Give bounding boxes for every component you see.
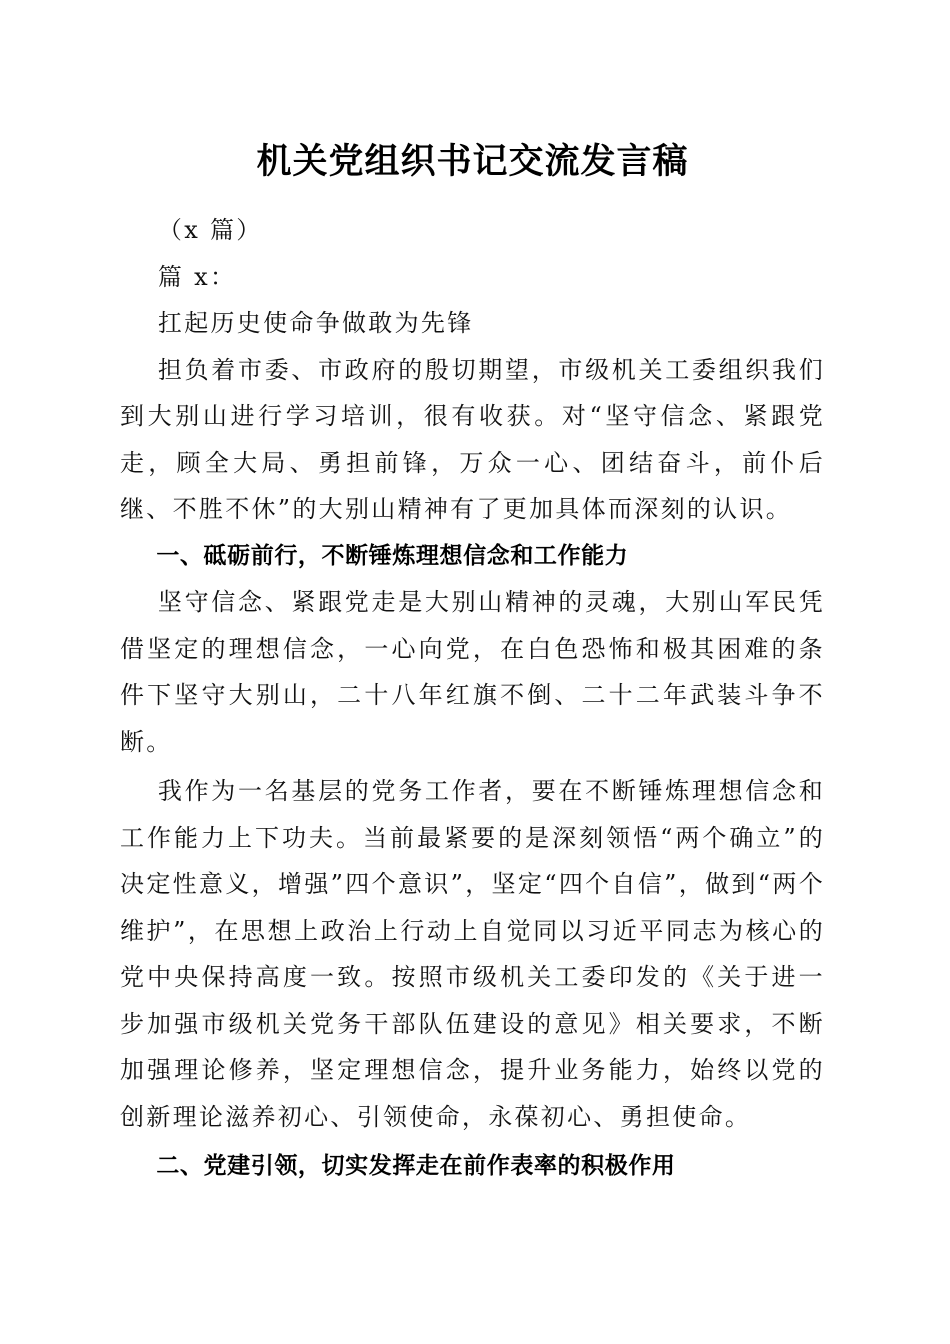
piece-count: （x 篇） (157, 216, 263, 244)
document-body (120, 207, 825, 1190)
section1-paragraph-1: 坚守信念、紧跟党走是大别山精神的灵魂，大别山军民凭借坚定的理想信念，一心向党，在白色恐怖和极其困难的条件下坚守大别山，二十八年红旗不倒、二十二年武装斗争不断。 (120, 588, 825, 756)
document-title: 机关党组织书记交流发言稿 (256, 141, 689, 182)
section-heading-1: 一、砥砺前行，不断锤炼理想信念和工作能力 (156, 542, 629, 569)
intro-paragraph: 担负着市委、市政府的殷切期望，市级机关工委组织我们到大别山进行学习培训，很有收获。对“坚守信念、紧跟党走，顾全大局、勇担前锋，万众一心、团结奋斗，前仆后继、不胜不休”的大别山精神有了更加具体而深刻的认识。 (120, 355, 825, 523)
piece-title: 扛起历史使命争做敢为先锋 (157, 309, 474, 337)
piece-label: 篇 x： (157, 262, 237, 291)
section1-paragraph-2: 我作为一名基层的党务工作者，要在不断锤炼理想信念和工作能力上下功夫。当前最紧要的是深刻领悟“两个确立”的决定性意义，增强”四个意识”，坚定“四个自信”，做到“两个维护”，在思想上政治上行动上自觉同以习近平同志为核心的党中央保持高度一致。按照市级机关工委印发的《关于进一步加强市级机关党务干部队伍建设的意见》相关要求，不断加强理论修养，坚定理想信念，提升业务能力，始终以党的创新理论滋养初心、引领使命，永葆初心、勇担使命。 (120, 777, 825, 1131)
section-heading-2: 二、党建引领，切实发挥走在前作表率的积极作用 (156, 1153, 676, 1179)
